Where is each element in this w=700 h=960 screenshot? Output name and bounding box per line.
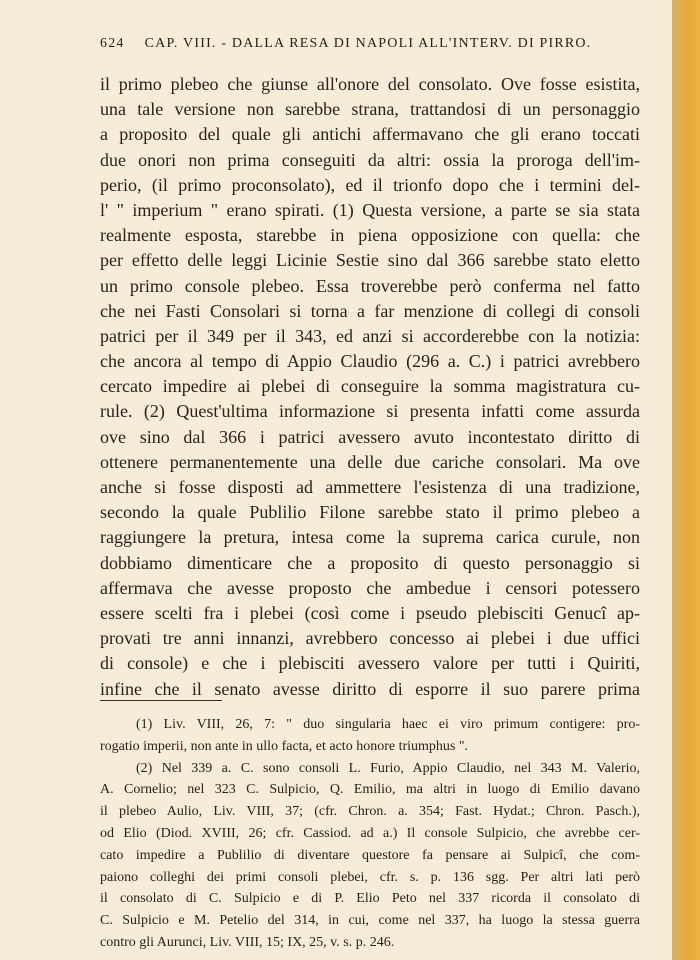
- text-line: di console) e che i plebisciti avessero valore per tutti i Quiriti,: [100, 653, 640, 674]
- footnote-line: paiono colleghi dei primi consoli plebei, cfr. s. p. 136 sgg. Per altri lati però: [100, 869, 640, 885]
- running-header: [100, 36, 645, 52]
- text-line: una tale versione non sarebbe strana, trattandosi di un personaggio: [100, 99, 640, 120]
- text-line: provati tre anni innanzi, avrebbero concesso ai plebei i due uffici: [100, 628, 640, 649]
- text-line: secondo la quale Publilio Filone sarebbe stato il primo plebeo a: [100, 502, 640, 523]
- text-line: ove sino dal 366 i patrici avessero avuto incontestato diritto di: [100, 426, 640, 447]
- text-line: il primo plebeo che giunse all'onore del consolato. Ove fosse esistita,: [100, 74, 640, 94]
- running-title: CAP. VIII. - DALLA RESA DI NAPOLI ALL'INTERV. DI PIRRO.: [144, 36, 592, 51]
- page-number: 624: [100, 36, 125, 51]
- footnotes: [100, 714, 640, 954]
- footnote-line: rogatio imperii, non ante in ullo facta, et acto honore triumphus ".: [100, 738, 469, 754]
- footnote-line: contro gli Aurunci, Liv. VIII, 15; IX, 25, v. s. p. 246.: [100, 934, 395, 950]
- footnote-line: A. Cornelio; nel 323 C. Sulpicio, Q. Emilio, ma altri in luogo di Emilio davano: [100, 782, 640, 798]
- page-edge: [672, 0, 700, 960]
- main-text: [100, 72, 640, 702]
- footnote-line: (1) Liv. VIII, 26, 7: " duo singularia haec ei viro primum contigere: pro-: [136, 717, 640, 732]
- text-line: l' " imperium " erano spirati. (1) Questa versione, a parte se sia stata: [100, 199, 640, 220]
- footnote-separator: [100, 700, 222, 701]
- text-line: affermava che avesse proposto che ambedue i censori potessero: [100, 577, 640, 598]
- text-line: essere scelti fra i plebei (così come i pseudo plebisciti Genucî ap-: [100, 602, 640, 623]
- text-line: infine che il senato avesse diritto di esporre il suo parere prima: [100, 678, 640, 699]
- text-line: anche si fosse disposti ad ammettere l'esistenza di una tradizione,: [100, 477, 640, 497]
- text-line: che nei Fasti Consolari si torna a far menzione di collegi di consoli: [100, 300, 640, 321]
- text-line: cercato impedire ai plebei di conseguire la somma magistratura cu-: [100, 376, 640, 397]
- text-line: due onori non prima conseguiti da altri: ossia la proroga dell'im-: [100, 149, 640, 170]
- text-line: un primo console plebeo. Essa troverebbe però conferma nel fatto: [100, 275, 640, 296]
- text-line: per effetto delle leggi Licinie Sestie sino dal 366 sarebbe stato eletto: [100, 250, 640, 271]
- text-line: rule. (2) Quest'ultima informazione si presenta infatti come assurda: [100, 401, 640, 422]
- text-line: a proposito del quale gli antichi affermavano che gli erano toccati: [100, 124, 640, 145]
- text-line: che ancora al tempo di Appio Claudio (296 a. C.) i patrici avrebbero: [100, 351, 640, 372]
- footnote-line: od Elio (Diod. XVIII, 26; cfr. Cassiod. ad a.) Il console Sulpicio, che avrebbe cer-: [100, 825, 640, 841]
- footnote-line: il plebeo Aulio, Liv. VIII, 37; (cfr. Chron. a. 354; Fast. Hydat.; Chron. Pasch.),: [100, 804, 640, 820]
- text-line: realmente esposta, starebbe in piena opposizione con quella: che: [100, 225, 640, 246]
- footnote-line: C. Sulpicio e M. Petelio del 314, in cui, come nel 337, ha luogo la stessa guerra: [100, 913, 640, 929]
- text-line: patrici per il 349 per il 343, ed anzi si accorderebbe con la notizia:: [100, 325, 640, 346]
- text-line: dobbiamo dimenticare che a proposito di questo personaggio si: [100, 552, 640, 573]
- footnote-line: (2) Nel 339 a. C. sono consoli L. Furio, Appio Claudio, nel 343 M. Valerio,: [136, 760, 640, 776]
- footnote-line: cato impedire a Publilio di diventare questore fa pensare ai Sulpicî, che com-: [100, 847, 640, 863]
- text-line: raggiungere la pretura, intesa come la suprema carica curule, non: [100, 527, 640, 548]
- text-line: perio, (il primo proconsolato), ed il trionfo dopo che i termini del-: [100, 174, 640, 195]
- text-line: ottenere permanentemente una delle due cariche consolari. Ma ove: [100, 451, 640, 472]
- footnote-line: il consolato di C. Sulpicio e di P. Elio Peto nel 337 ricorda il consolato di: [100, 891, 640, 907]
